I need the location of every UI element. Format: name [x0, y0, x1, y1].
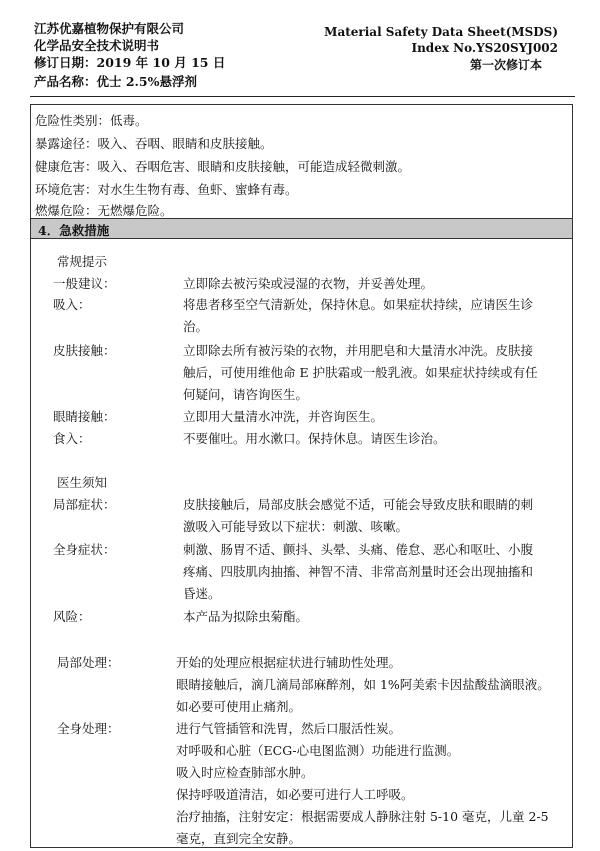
environmental-hazard: 环境危害：对水生生物有毒、鱼虾、蜜蜂有毒。 — [35, 182, 298, 197]
document-title-en: Material Safety Data Sheet(MSDS) — [324, 25, 558, 39]
skin-contact-text-1: 立即除去所有被污染的衣物，并用肥皂和大量清水冲洗。皮肤接 — [183, 343, 534, 358]
local-treatment-text-1: 开始的处理应根据症状进行辅助性处理。 — [176, 655, 402, 670]
risk-text: 本产品为拟除虫菊酯。 — [183, 609, 309, 624]
revision-date: 修订日期：2019 年 10 月 15 日 — [34, 55, 226, 70]
header-divider — [30, 96, 575, 97]
general-advice-text: 立即除去被污染或浸湿的衣物，并妥善处理。 — [183, 276, 434, 291]
hazard-category: 危险性类别：低毒。 — [35, 113, 148, 128]
health-hazard: 健康危害：吸入、吞咽危害、眼睛和皮肤接触，可能造成轻微刺激。 — [35, 159, 411, 174]
skin-contact-label: 皮肤接触： — [53, 343, 116, 358]
revision-note: 第一次修订本 — [469, 58, 542, 72]
local-symptoms-text-1: 皮肤接触后，局部皮肤会感觉不适，可能会导致皮肤和眼睛的刺 — [183, 497, 534, 512]
local-symptoms-label: 局部症状： — [53, 497, 116, 512]
eye-contact-text: 立即用大量清水冲洗，并咨询医生。 — [183, 409, 384, 424]
systemic-symptoms-text-3: 昏迷。 — [183, 586, 221, 601]
local-symptoms-text-2: 激吸入可能导致以下症状：刺激、咳嗽。 — [183, 519, 409, 534]
systemic-treatment-text-6: 毫克，直到完全安静。 — [176, 831, 302, 846]
doctor-notes-heading: 医生须知 — [57, 475, 108, 490]
systemic-treatment-text-3: 吸入时应检查肺部水肿。 — [176, 765, 314, 780]
systemic-symptoms-text-2: 疼痛、四肢肌肉抽搐、神智不清、非常高剂量时还会出现抽搐和 — [183, 564, 534, 579]
systemic-treatment-text-4: 保持呼吸道清洁，如必要可进行人工呼吸。 — [176, 787, 414, 802]
product-name: 产品名称：优士 2.5%悬浮剂 — [34, 74, 197, 89]
systemic-treatment-label: 全身处理： — [57, 721, 120, 736]
company-name: 江苏优嘉植物保护有限公司 — [34, 21, 185, 36]
inhalation-label: 吸入： — [53, 297, 91, 312]
eye-contact-label: 眼睛接触： — [53, 409, 116, 424]
risk-label: 风险： — [53, 609, 91, 624]
systemic-treatment-text-1: 进行气管插管和洗胃，然后口服活性炭。 — [176, 721, 402, 736]
inhalation-text-2: 治。 — [183, 319, 209, 334]
skin-contact-text-3: 何疑问，请咨询医生。 — [183, 387, 309, 402]
systemic-symptoms-label: 全身症状： — [53, 542, 116, 557]
document-header — [0, 0, 600, 100]
local-treatment-label: 局部处理： — [57, 655, 120, 670]
systemic-treatment-text-2: 对呼吸和心脏（ECG-心电图监测）功能进行监测。 — [176, 743, 460, 758]
skin-contact-text-2: 触后，可使用维他命 E 护肤霜或一般乳液。如果症状持续或有任 — [183, 365, 538, 380]
content-box — [30, 104, 573, 848]
systemic-treatment-text-5: 治疗抽搐，注射安定：根据需要成人静脉注射 5-10 毫克，儿童 2-5 — [176, 809, 549, 824]
inhalation-text-1: 将患者移至空气清新处，保持休息。如果症状持续，应请医生诊 — [183, 297, 534, 312]
ingestion-text: 不要催吐。用水漱口。保持休息。请医生诊治。 — [183, 431, 446, 446]
ingestion-label: 食入： — [53, 431, 91, 446]
general-advice-label: 一般建议： — [53, 276, 116, 291]
local-treatment-text-3: 如必要可使用止痛剂。 — [176, 699, 302, 714]
systemic-symptoms-text-1: 刺激、肠胃不适、颤抖、头晕、头痛、倦怠、恶心和呕吐、小腹 — [183, 542, 534, 557]
general-tips-heading: 常规提示 — [57, 254, 108, 269]
exposure-route: 暴露途径：吸入、吞咽、眼睛和皮肤接触。 — [35, 136, 273, 151]
section-4-header — [31, 218, 572, 239]
index-number: Index No.YS20SYJ002 — [411, 41, 558, 55]
section-4-title: 4．急救措施 — [38, 223, 110, 238]
local-treatment-text-2: 眼睛接触后，滴几滴局部麻醉剂，如 1%阿美索卡因盐酸盐滴眼液。 — [176, 677, 550, 692]
document-title-cn: 化学品安全技术说明书 — [34, 38, 160, 53]
fire-explosion-hazard: 燃爆危险：无燃爆危险。 — [35, 203, 173, 218]
